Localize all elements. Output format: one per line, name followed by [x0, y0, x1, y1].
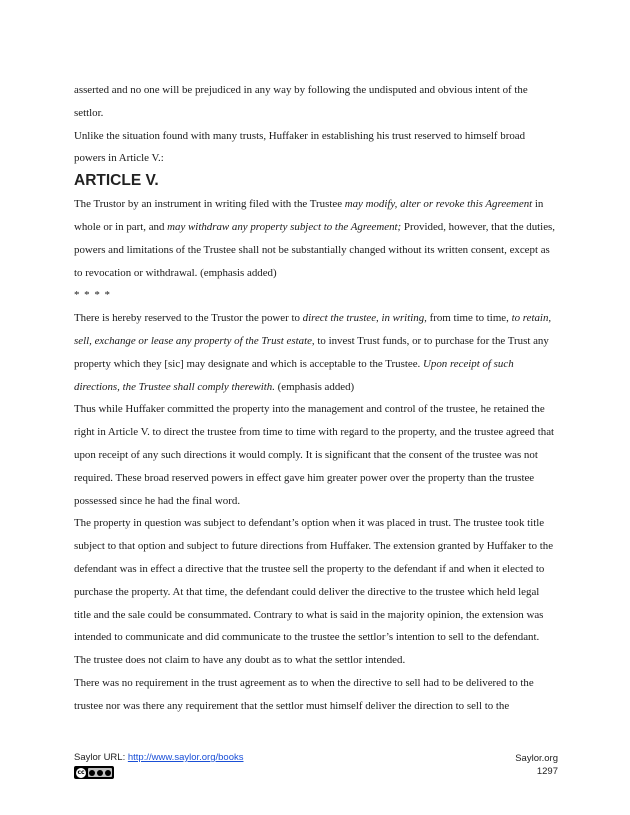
saylor-books-link[interactable]: http://www.saylor.org/books: [127, 752, 244, 763]
cc-license-icon: cc: [74, 766, 114, 779]
page-number: 1297: [536, 766, 558, 777]
paragraph-1: asserted and no one will be prejudiced in any way by following the undisputed and obvious intent of the settlor.: [74, 84, 528, 119]
section-separator: * * * *: [74, 289, 111, 302]
page-body: [74, 79, 558, 718]
footer-url-label: Saylor URL:: [74, 752, 128, 763]
footer-site: Saylor.org: [515, 753, 558, 764]
article-v-paragraph-1: The Trustor by an instrument in writing filed with the Trustee may modify, alter or revoke this Agreement in whole or in part, and may withdraw any property subject to the Agreement; Provided, however, that the duties, powers and limitations of the Trustee shall not be substantially changed without its written consent, except as to revocation or withdrawal. (emphasis added): [74, 198, 555, 279]
article-heading: ARTICLE V.: [74, 172, 159, 190]
paragraph-7: There was no requirement in the trust agreement as to when the directive to sell had to be delivered to the trustee nor was there any requirement that the settlor must himself deliver the direction to sell to the: [74, 676, 534, 712]
footer-page-info: [515, 752, 558, 778]
paragraph-5: Thus while Huffaker committed the property into the management and control of the trustee, he retained the right in Article V. to direct the trustee from time to time with regard to the property, and the trustee agreed that upon receipt of any such directions it would comply. It is significant that the consent of the trustee was not required. These broad reserved powers in effect gave him greater power over the property than the trustee possessed since he had the final word.: [74, 403, 555, 507]
paragraph-2: Unlike the situation found with many trusts, Huffaker in establishing his trust reserved to himself broad powers in Article V.:: [74, 129, 526, 165]
footer-source: [74, 752, 244, 763]
article-v-paragraph-2: There is hereby reserved to the Trustor the power to direct the trustee, in writing, from time to time, to retain, sell, exchange or lease any property of the Trust estate, to invest Trust funds, or to purchase for the Trust any property which they [sic] may designate and which is acceptable to the Trustee. Upon receipt of such directions, the Trustee shall comply therewith. (emphasis added): [74, 312, 552, 393]
paragraph-6: The property in question was subject to defendant’s option when it was placed in trust. The trustee took title subject to that option and subject to future directions from Huffaker. The extension granted by Huffaker to the defendant was in effect a directive that the trustee sell the property to the defendant if and when it elected to purchase the property. At that time, the defendant could deliver the directive to the trustee which held legal title and the sale could be consummated. Contrary to what is said in the majority opinion, the extension was intended to communicate and did communicate to the trustee the settlor’s intention to sell to the defendant. The trustee does not claim to have any doubt as to what the settlor intended.: [74, 517, 554, 667]
